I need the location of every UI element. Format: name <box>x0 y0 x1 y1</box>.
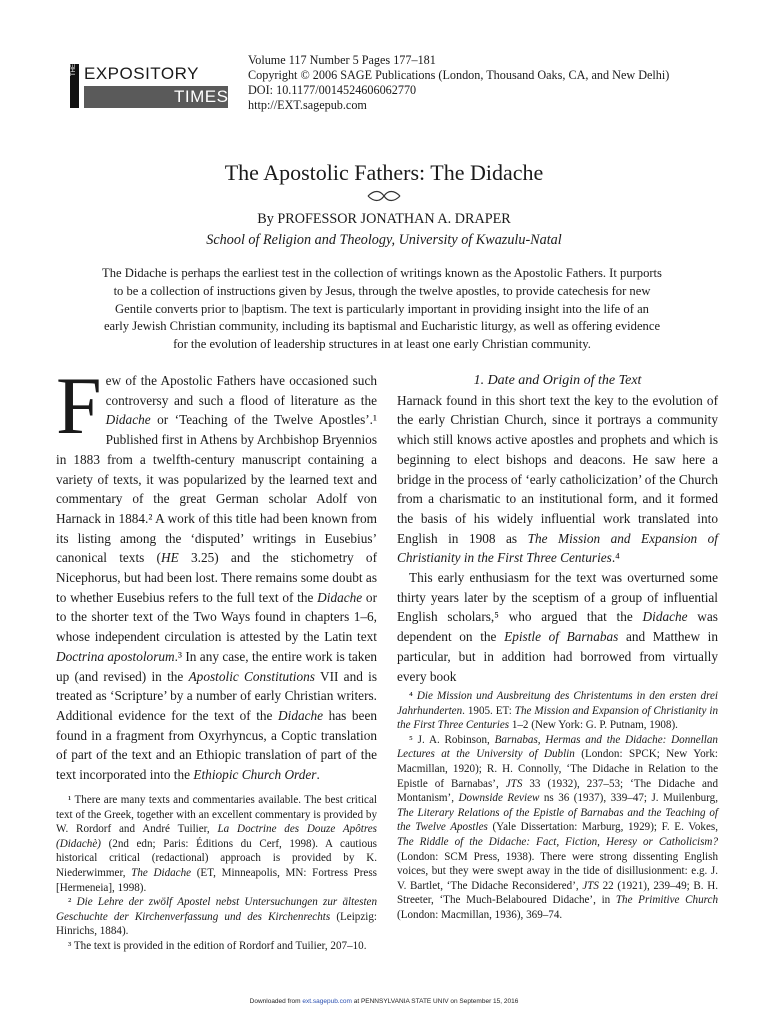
ornament-icon <box>366 190 402 202</box>
download-footer: Downloaded from ext.sagepub.com at PENNSYLVANIA STATE UNIV on September 15, 2016 <box>249 998 519 1005</box>
footnote-1: ¹ There are many texts and commentaries available. The best critical text of the Greek, together with an excellent commentary is provided by W. Rordorf and André Tuilier, La Doctrine des Douze Apôtres (Didachè) (2nd edn; Paris: Éditions du Cerf, 1998). A cautious historical critical (redactional) approach is provided by K. Niederwimmer, The Didache (ET, Minneapolis, MN: Fortress Press [Hermeneia], 1998). <box>56 794 377 894</box>
body-column-left <box>56 360 378 785</box>
doi-line: DOI: 10.1177/0014524606062770 <box>248 83 417 97</box>
footnotes-left <box>56 793 377 954</box>
volume-info: Volume 117 Number 5 Pages 177–181 <box>248 53 436 67</box>
abstract-line: to be a collection of instructions given by Jesus, through the twelve apostles, to provide catechesis for new <box>113 283 651 298</box>
section-heading: 1. Date and Origin of the Text <box>473 373 642 388</box>
abstract-line: for the evolution of leadership structures in at least one early Christian community. <box>173 337 591 352</box>
intro-paragraph: Few of the Apostolic Fathers have occasioned such controversy and such a flood of literature as the Didache or ‘Teaching of the Twelve Apostles’.¹ Published first in Athens by Archbishop Bryennios in 1883 from a twelfth-century manuscript containing a variety of texts, it was popularized by the learned text and commentary of the great German scholar Adolf von Harnack in 1884.² A work of this title had been known from its listing among the ‘disputed’ writings in Eusebius’ canonical texts (HE 3.25) and the stichometry of Nicephorus, but had been lost. There remains some doubt as to whether Eusebius refers to the full text of the Didache or to the shorter text of the Two Ways found in chapters 1–6, whose independent circulation is attested by the Latin text Doctrina apostolorum.³ In any case, the entire work is taken up (and revised) in the Apostolic Constitutions VII and is treated as ‘Scripture’ by a number of early Christian writers. Additional evidence for the text of the Didache has been found in a fragment from Oxyrhyncus, a Coptic translation of part of the text and an Ethiopic translation of part of the text incorporated into the Ethiopic Church Order. <box>56 360 378 783</box>
drop-cap: F <box>56 360 102 451</box>
abstract <box>92 265 672 354</box>
journal-url[interactable]: http://EXT.sagepub.com <box>248 98 367 112</box>
footnote-3: ³ The text is provided in the edition of Rordorf and Tuilier, 207–10. <box>68 939 367 952</box>
journal-logo <box>70 64 228 110</box>
article-title: The Apostolic Fathers: The Didache <box>224 160 544 185</box>
download-link[interactable]: ext.sagepub.com <box>302 998 352 1005</box>
footnote-5: ⁵ J. A. Robinson, Barnabas, Hermas and the Didache: Donnellan Lectures at the University of Dublin (London: SPCK; New York: Macmillan, 1920); R. H. Connolly, ‘The Didache in Relation to the Epistle of Barnabas’, JTS 33 (1932), 237–53; ‘The Didache and Montanism’, Downside Review ns 36 (1937), 339–47; J. Muilenburg, The Literary Relations of the Epistle of Barnabas and the Teaching of the Twelve Apostles (Yale Dissertation: Marburg, 1929); F. E. Vokes, The Riddle of the Didache: Fact, Fiction, Heresy or Catholicism? (London: SCM Press, 1938). There were strong dissenting English voices, but they were swept away in the tide of disillusionment: e.g. J. V. Bartlet, ‘The Didache Reconsidered’, JTS 22 (1921), 239–49; B. H. Streeter, ‘The Much-Belaboured Didache’, in The Primitive Church (London: Macmillan, 1936), 369–74. <box>397 733 719 921</box>
logo-expository: EXPOSITORY <box>84 64 199 83</box>
copyright-line: Copyright © 2006 SAGE Publications (London, Thousand Oaks, CA, and New Delhi) <box>248 68 670 82</box>
logo-side-bar <box>70 64 79 108</box>
affiliation-line: School of Religion and Theology, University of Kwazulu-Natal <box>206 232 562 248</box>
abstract-line: Gentile converts prior to |baptism. The text is particularly important in providing insight into the life of an <box>115 301 649 316</box>
footnotes-right <box>397 689 718 923</box>
abstract-line: early Jewish Christian community, including its baptismal and Eucharistic liturgy, as well as offering evidence <box>103 319 661 334</box>
logo-times: TIMES <box>174 87 229 106</box>
author-line: By PROFESSOR JONATHAN A. DRAPER <box>257 211 511 227</box>
footnote-2: ² Die Lehre der zwölf Apostel nebst Untersuchungen zur ältesten Geschuchte der Kirchenverfassung und des Kirchenrechts (Leipzig: Hinrichs, 1884). <box>56 896 377 938</box>
body-paragraph: Harnack found in this short text the key to the evolution of the early Christian Church, since it portrays a community which still knows active apostles and prophets and which is beginning to elect bishops and deacons. He saw here a bridge in the process of ‘early catholicization’ of the Church from a charismatic to an institutional form, and it formed the basis of his widely influential work translated into English in 1908 as The Mission and Expansion of Christianity in the First Three Centuries.⁴ <box>397 392 718 566</box>
body-paragraph: This early enthusiasm for the text was overturned some thirty years later by the sceptism of a group of influential English scholars,⁵ who argued that the Didache was dependent on the Epistle of Barnabas and Matthew in particular, but in addition had borrowed from virtually every book <box>397 570 719 684</box>
body-column-right <box>397 371 718 686</box>
abstract-line: The Didache is perhaps the earliest test in the collection of writings known as the Apostolic Fathers. It purports <box>102 266 662 280</box>
footnote-4: ⁴ Die Mission und Ausbreitung des Christentums in den ersten drei Jahrhunderten. 1905. ET: The Mission and Expansion of Christianity in the First Three Centuries 1–2 (New York: G. P. Putnam, 1908). <box>397 690 718 732</box>
logo-side-text: THE <box>71 64 77 76</box>
publication-meta <box>248 53 669 113</box>
